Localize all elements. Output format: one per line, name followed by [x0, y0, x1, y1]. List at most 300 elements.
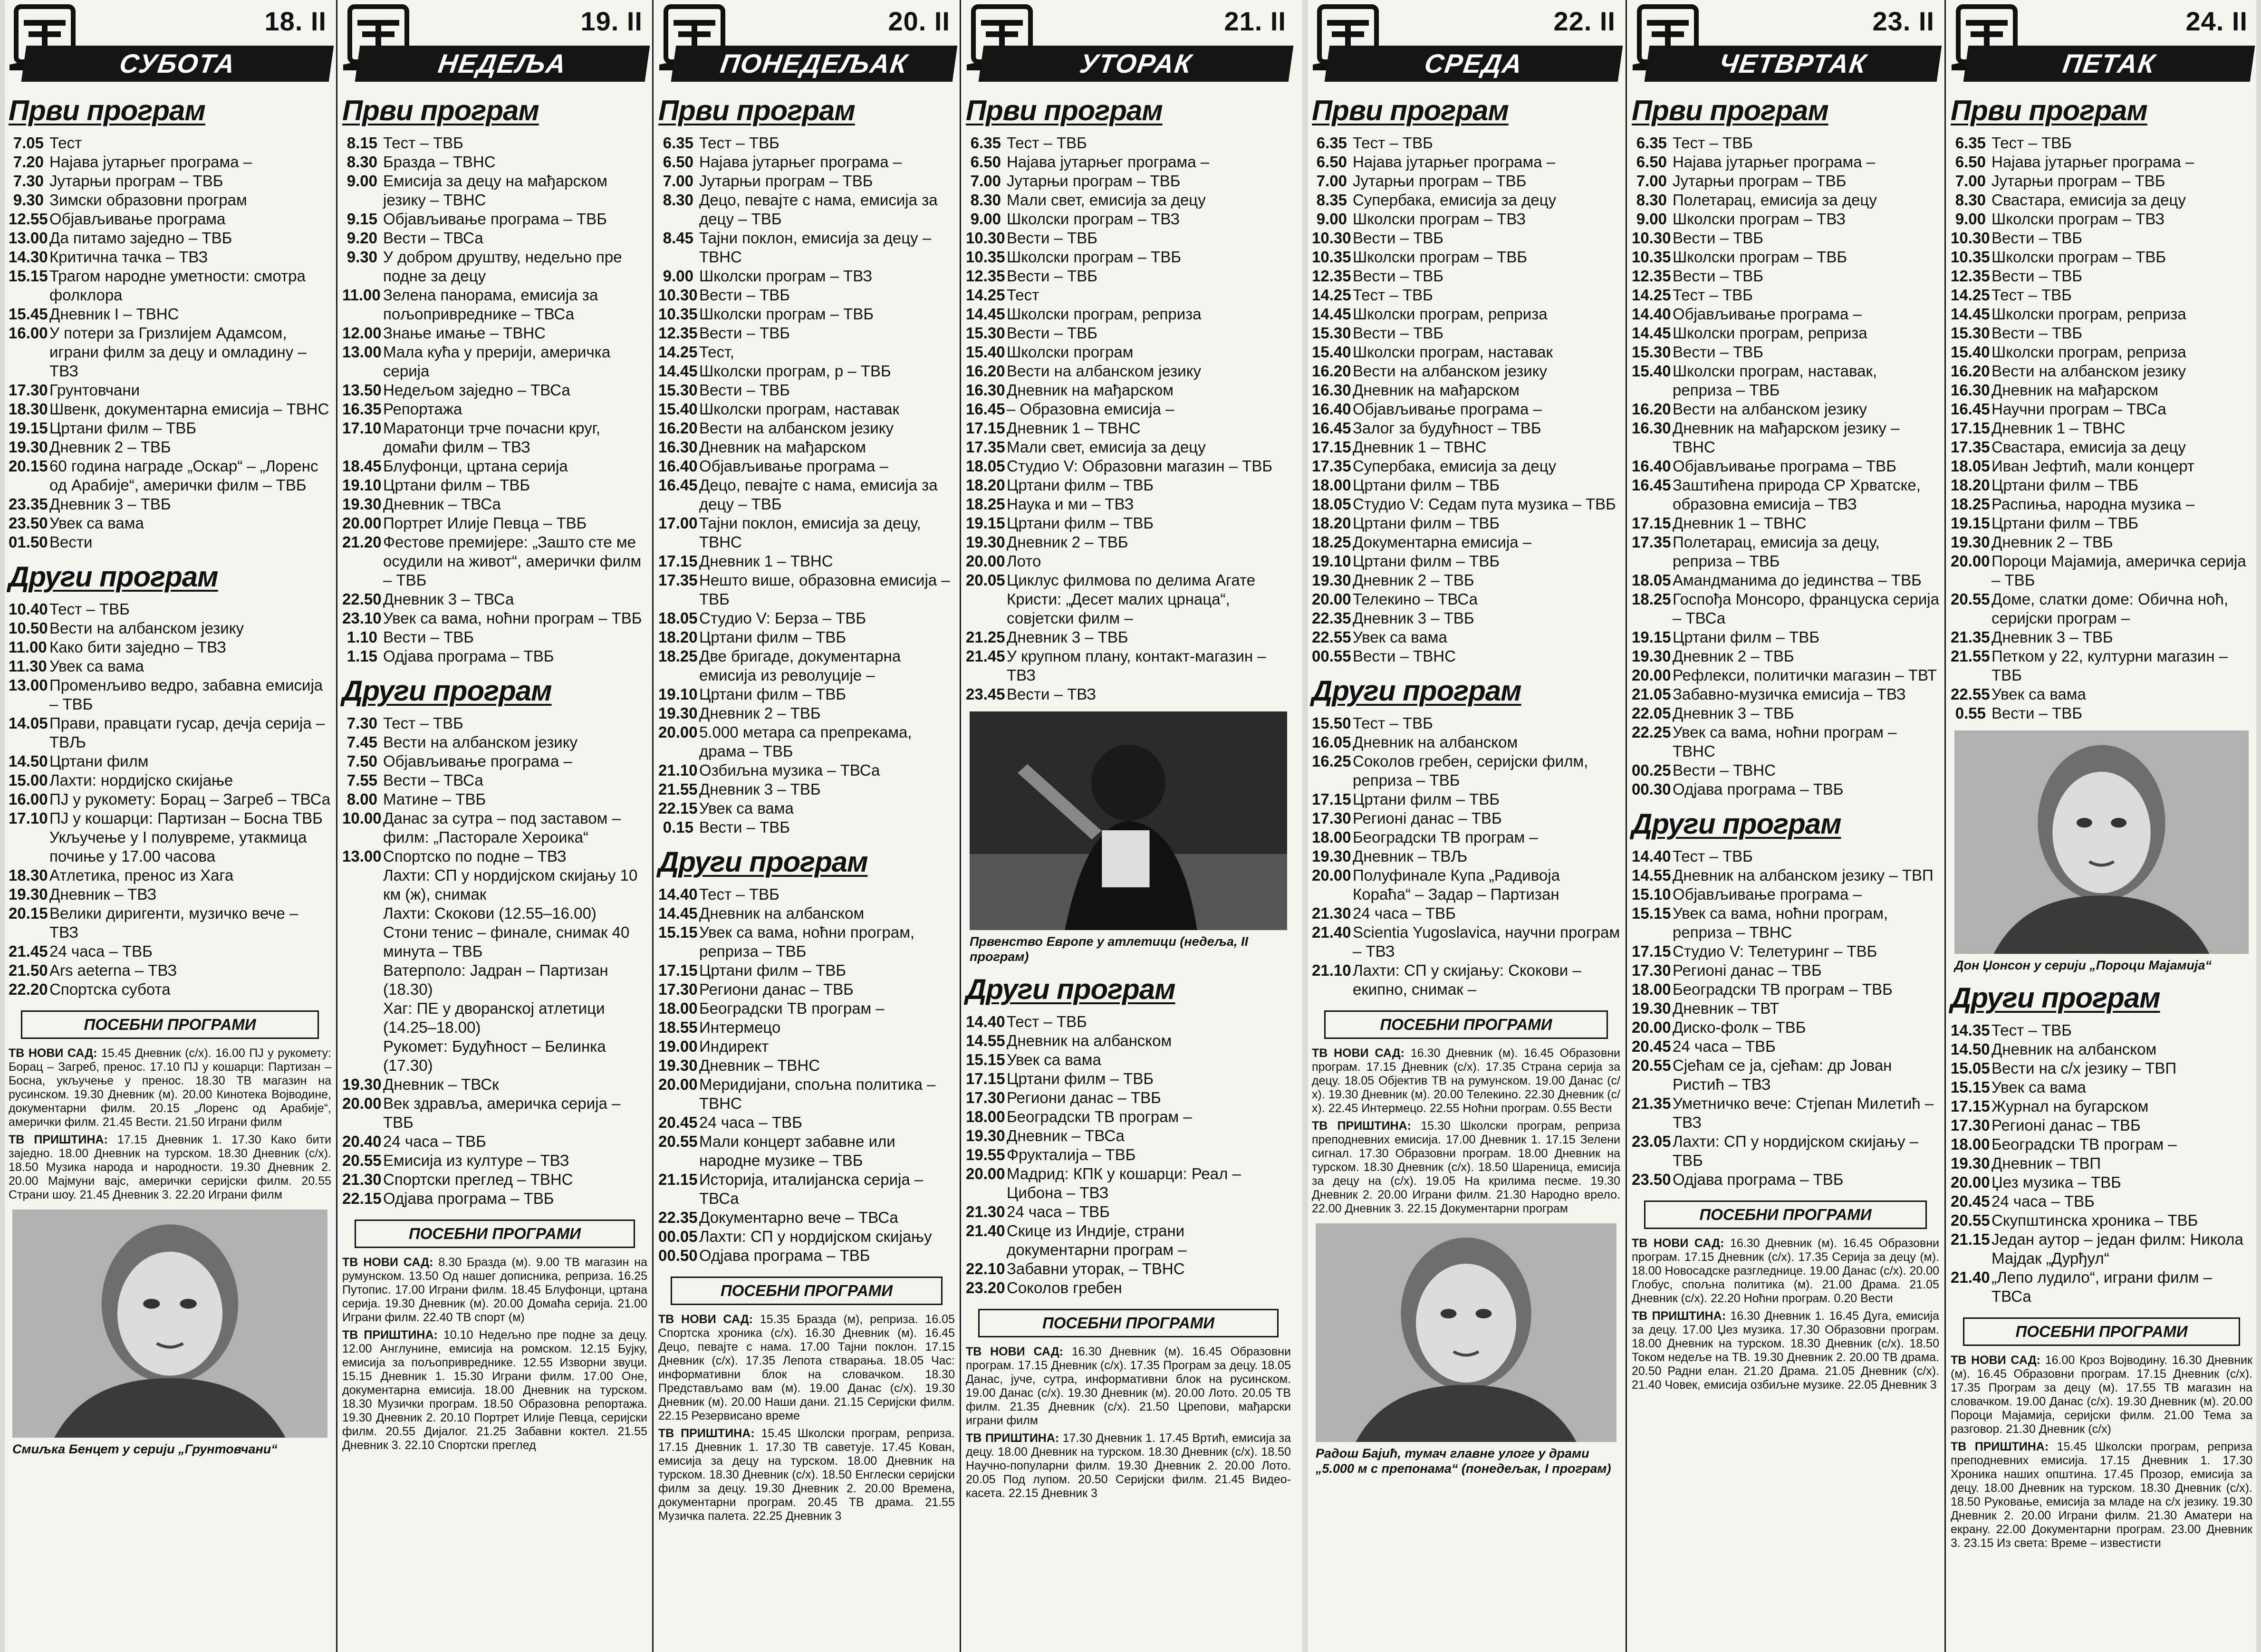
program-title: Спортско по подне – ТВЗ [383, 847, 567, 865]
program-title: Школски програм – ТВБ [699, 305, 874, 323]
program-title: Цртани филм – ТВБ [1353, 790, 1500, 808]
program-time: 19.10 [658, 685, 698, 703]
program-item [966, 476, 1291, 495]
program-title: Објављивање програма – [699, 457, 888, 475]
program-title: Цртани филм – ТВБ [699, 628, 847, 646]
program-title: Дневник на албанском [1353, 733, 1518, 751]
program-time: 6.50 [1636, 153, 1667, 171]
program-title: Дневник – ТВСа [1007, 1127, 1125, 1144]
program-item [1632, 999, 1939, 1018]
program-time: 16.20 [966, 362, 1005, 380]
program-time: 16.30 [1951, 381, 1990, 399]
program-time: 17.15 [966, 419, 1005, 437]
program-time: 00.05 [658, 1228, 698, 1245]
program-item [658, 552, 955, 571]
program-time: 9.20 [346, 229, 377, 247]
program-item [658, 609, 955, 628]
special-program-text [658, 1427, 955, 1523]
program-item [1632, 723, 1939, 761]
program-title: Дневник – ТВЗ [49, 885, 157, 903]
program-title: Региони данас – ТВБ [1007, 1089, 1161, 1106]
program-title: Век здравља, америчка серија – ТВБ [383, 1095, 621, 1131]
program-item [658, 286, 955, 305]
program-item [1312, 828, 1620, 847]
program-time: 19.10 [1312, 552, 1351, 570]
program-item [1951, 1021, 2252, 1040]
program-item [658, 628, 955, 647]
program-item [1951, 476, 2252, 495]
program-time: 16.30 [1632, 419, 1671, 437]
program-time: 8.30 [346, 153, 377, 171]
program-time: 19.30 [342, 1076, 382, 1093]
program-item [658, 999, 955, 1018]
program-list [1632, 847, 1939, 1189]
program-time: 21.45 [966, 647, 1005, 665]
program-time: 15.30 [1312, 324, 1351, 342]
program-time: 16.20 [1632, 400, 1671, 418]
program-time: 18.45 [342, 457, 382, 475]
program-item [658, 1037, 955, 1056]
program-title: Две бригаде, документарна емисија из револуције – [699, 647, 901, 684]
day-column [962, 0, 1295, 1652]
program-item [1632, 191, 1939, 210]
program-title: Вести – ТВБ [699, 381, 790, 399]
program-item [966, 419, 1291, 438]
program-title: Школски програм, репризa [1353, 305, 1548, 323]
program-item [1951, 704, 2252, 723]
program-item [342, 923, 647, 961]
program-title: Дневник 2 – ТВБ [1353, 571, 1474, 589]
program-time: 20.55 [1951, 1211, 1990, 1229]
program-time: 10.35 [1312, 248, 1351, 266]
program-list [1312, 714, 1620, 999]
program-item [1951, 1040, 2252, 1059]
program-item [966, 1221, 1291, 1259]
program-item [1632, 305, 1939, 324]
program-time: 17.15 [1951, 419, 1990, 437]
special-program-text [658, 1313, 955, 1423]
program-title: Рукомет: Будућност – Белинка (17.30) [383, 1037, 606, 1074]
program-item [1312, 752, 1620, 790]
column-body [1632, 86, 1939, 1396]
program-title: Вести на албанском језику [1673, 400, 1867, 418]
program-item [9, 419, 331, 438]
program-item [658, 305, 955, 324]
program-title: Велики диригенти, музичко вече – ТВЗ [49, 904, 298, 941]
program-time: 10.30 [1632, 229, 1671, 247]
program-item [342, 752, 647, 771]
program-item [342, 647, 647, 666]
program-item [342, 286, 647, 324]
program-title: Диско-фолк – ТВБ [1673, 1018, 1806, 1036]
portrait-photo-icon [12, 1210, 327, 1438]
program-time: 19.15 [1951, 514, 1990, 532]
program-title: Лахти: СП у нордијском скијању [699, 1228, 932, 1245]
program-title: Цртани филм – ТВБ [699, 685, 847, 703]
program-item [658, 362, 955, 381]
program-time: 15.50 [1312, 714, 1351, 732]
program-title: Школски програм – ТВЗ [1992, 210, 2165, 228]
program-item [1312, 210, 1620, 229]
program-item [1951, 533, 2252, 552]
program-time: 21.40 [1951, 1268, 1990, 1286]
program-time: 17.15 [1632, 514, 1671, 532]
program-item [1312, 191, 1620, 210]
program-list [966, 1012, 1291, 1297]
section-title: Први програм [1951, 95, 2147, 126]
program-item [342, 476, 647, 495]
program-title: Студио V: Седам пута музика – ТВБ [1353, 495, 1616, 513]
program-item [1951, 647, 2252, 685]
program-title: Објављивање програма – [1673, 885, 1862, 903]
column-divider [960, 0, 961, 1652]
column-body [342, 86, 647, 1456]
program-title: Вести – ТВСа [383, 771, 483, 789]
program-title: Дневник – ТВСа [383, 495, 501, 513]
program-list [966, 134, 1291, 704]
program-title: Увек са вама [1007, 1051, 1101, 1068]
program-item [342, 866, 647, 904]
program-item [658, 1132, 955, 1170]
program-title: Ars aeterna – ТВЗ [49, 961, 177, 979]
program-title: Увек са вама, ноћни програм – ТВНС [1673, 723, 1897, 760]
program-time: 15.15 [1951, 1078, 1990, 1096]
program-time: 18.05 [966, 457, 1005, 475]
program-time: 20.55 [658, 1133, 698, 1150]
program-title: Фрукталија – ТВБ [1007, 1146, 1136, 1163]
program-title: Тест – ТВБ [699, 134, 779, 152]
program-item [966, 647, 1291, 685]
program-title: Цртани филм – ТВБ [1007, 514, 1154, 532]
program-time: 01.50 [9, 533, 48, 551]
program-time: 17.30 [1312, 809, 1351, 827]
program-time: 00.30 [1632, 780, 1671, 798]
program-time: 17.30 [9, 381, 48, 399]
program-title: Вести – ТВБ [1007, 229, 1097, 247]
special-programs-header: ПОСЕБНИ ПРОГРАМИ [1963, 1317, 2240, 1346]
program-title: Свастара, емисија за децу [1992, 191, 2186, 209]
program-title: Најава јутарњег програма – [1007, 153, 1210, 171]
program-title: Индирект [699, 1037, 769, 1055]
program-item [966, 1031, 1291, 1050]
program-time: 17.10 [342, 419, 382, 437]
program-title: Најава јутарњег програма – [1353, 153, 1556, 171]
program-item [1312, 324, 1620, 343]
day-column [5, 0, 335, 1652]
program-time: 17.15 [658, 552, 698, 570]
program-time: 19.00 [658, 1037, 698, 1055]
program-item [966, 1202, 1291, 1221]
program-item [342, 1189, 647, 1208]
program-item [1632, 172, 1939, 191]
program-item [9, 438, 331, 457]
column-divider [1626, 0, 1627, 1652]
program-list [1951, 134, 2252, 723]
program-time: 21.10 [1312, 961, 1351, 979]
special-programs-header: ПОСЕБНИ ПРОГРАМИ [1324, 1010, 1608, 1039]
program-time: 23.05 [1632, 1133, 1671, 1150]
photo-image [12, 1210, 327, 1438]
program-title: Дневник на албанском [1992, 1040, 2157, 1058]
program-title: Лахти: СП у нордијском скијању – ТВБ [1673, 1133, 1919, 1169]
program-title: Тест – ТВБ [1673, 847, 1753, 865]
program-item [1951, 286, 2252, 305]
program-item [342, 1075, 647, 1094]
special-program-text [1951, 1354, 2252, 1436]
program-time: 16.45 [658, 476, 698, 494]
program-time: 17.30 [1951, 1116, 1990, 1134]
program-time: 7.45 [346, 733, 377, 751]
program-title: Тест, [699, 343, 734, 361]
program-time: 15.15 [966, 1051, 1005, 1068]
program-title: Јутарњи програм – ТВБ [1992, 172, 2165, 190]
program-item [1632, 248, 1939, 267]
program-title: Дневник 2 – ТВБ [49, 438, 171, 456]
program-title: 24 часа – ТВБ [1992, 1192, 2095, 1210]
program-item [1632, 267, 1939, 286]
program-time: 13.00 [342, 847, 382, 865]
program-title: Цртани филм – ТВБ [1007, 1070, 1154, 1087]
program-time: 00.55 [1312, 647, 1351, 665]
program-time: 20.45 [1951, 1192, 1990, 1210]
program-title: Децо, певајте с нама, емисија за децу – ТВБ [699, 191, 938, 228]
photo-caption: Првенство Европе у атлетици (недеља, II програм) [970, 934, 1248, 964]
program-item [658, 153, 955, 172]
program-time: 00.25 [1632, 761, 1671, 779]
day-column [1308, 0, 1624, 1652]
program-time: 21.25 [966, 628, 1005, 646]
program-item [1951, 305, 2252, 324]
photo-caption: Дон Џонсон у серији „Пороци Мајамија“ [1954, 958, 2212, 972]
program-time: 9.30 [346, 248, 377, 266]
program-time: 14.25 [966, 286, 1005, 304]
program-time: 6.35 [663, 134, 693, 152]
program-time: 15.15 [658, 923, 698, 941]
program-item [1312, 381, 1620, 400]
program-title: Увек са вама, ноћни програм, репризa – ТВНС [1673, 904, 1888, 941]
program-time: 16.45 [966, 400, 1005, 418]
program-item [658, 818, 955, 837]
special-station-label: ТВ НОВИ САД: [1951, 1354, 2040, 1367]
program-time: 9.00 [1636, 210, 1667, 228]
program-title: Матине – ТВБ [383, 790, 486, 808]
program-time: 9.00 [663, 267, 693, 285]
program-item [1632, 1094, 1939, 1132]
program-title: Дневник 1 – ТВНС [1673, 514, 1807, 532]
section-title: Други програм [1632, 808, 1841, 840]
program-title: Школски програм – ТВЗ [1673, 210, 1846, 228]
program-time: 10.35 [1632, 248, 1671, 266]
program-time: 12.35 [658, 324, 698, 342]
program-item [966, 552, 1291, 571]
program-title: Цртани филм – ТВБ [1673, 628, 1820, 646]
program-time: 20.00 [966, 1165, 1005, 1182]
program-item [1312, 590, 1620, 609]
program-item [1312, 248, 1620, 267]
program-time: 17.30 [1632, 961, 1671, 979]
program-time: 15.40 [966, 343, 1005, 361]
program-title: Вести – ТВНС [1673, 761, 1776, 779]
program-item [1951, 457, 2252, 476]
program-title: Одјава програма – ТВБ [1673, 780, 1844, 798]
program-item [966, 457, 1291, 476]
program-item [1632, 961, 1939, 980]
program-item [658, 1075, 955, 1113]
program-time: 16.40 [1632, 457, 1671, 475]
section-title: Други програм [1312, 675, 1521, 707]
column-body [658, 86, 955, 1527]
program-title: 24 часа – ТВБ [699, 1114, 802, 1131]
program-title: Вести – ТВБ [1992, 267, 2082, 285]
program-item [9, 809, 331, 828]
program-time: 17.35 [1951, 438, 1990, 456]
program-title: Дневник 2 – ТВБ [699, 704, 821, 722]
program-title: Дневник – ТВП [1992, 1154, 2101, 1172]
program-title: Вести – ТВБ [699, 324, 790, 342]
program-time: 20.00 [1312, 866, 1351, 884]
program-title: Свастара, емисија за децу [1992, 438, 2186, 456]
program-time: 6.35 [1636, 134, 1667, 152]
program-item [9, 172, 331, 191]
program-time: 21.50 [9, 961, 48, 979]
special-programs-header: ПОСЕБНИ ПРОГРАМИ [1644, 1201, 1927, 1229]
program-item [1312, 647, 1620, 666]
program-item [342, 1151, 647, 1170]
program-time: 21.15 [658, 1171, 698, 1188]
program-item [1312, 438, 1620, 457]
special-station-label: ТВ ПРИШТИНА: [658, 1427, 755, 1440]
program-item [9, 961, 331, 980]
program-time: 16.30 [658, 438, 698, 456]
program-item [9, 210, 331, 229]
special-station-label: ТВ ПРИШТИНА: [9, 1133, 108, 1146]
section-title: Први програм [1312, 95, 1509, 126]
program-time: 18.25 [1312, 533, 1351, 551]
program-item [1632, 704, 1939, 723]
program-time: 14.35 [1951, 1021, 1990, 1039]
program-item [658, 685, 955, 704]
program-title: Дневник 1 – ТВНС [1353, 438, 1487, 456]
program-item [966, 248, 1291, 267]
section-title: Први програм [342, 95, 539, 126]
program-time: 21.35 [1951, 628, 1990, 646]
program-title: Тајни поклон, емисија за децу – ТВНС [699, 229, 932, 266]
program-title: Увек са вама [699, 799, 794, 817]
program-title: Соколов гребен, серијски филм, репризa – ТВБ [1353, 752, 1588, 789]
program-time: 23.35 [9, 495, 48, 513]
program-title: Увек са вама [1992, 685, 2086, 703]
program-time: 18.00 [1312, 476, 1351, 494]
program-title: Цртани филм – ТВБ [1353, 476, 1500, 494]
program-item [1312, 495, 1620, 514]
program-time: 18.30 [9, 866, 48, 884]
program-item [1951, 267, 2252, 286]
special-station-schedule: 15.45 Дневник (с/х). 16.00 ПЈ у рукомету: Борац – Загреб, пренос. 17.10 ПЈ у кошарци: Партизан – Босна, укључење у пренос. 18.30 ТВ магазин на русинском. 19.30 Дневник (м). 20.00 Кинотека Војводине, документарни филм. 20.15 „Лоренс од Арабије“, амерички филм. 21.45 Вести. 21.50 Играни филм [9, 1047, 331, 1129]
program-title: Фестове премијере: „Зашто сте ме осудили на живот“, амерички филм – ТВБ [383, 533, 642, 589]
section-title: Други програм [658, 846, 868, 878]
program-title: Цртани филм – ТВБ [383, 476, 530, 494]
program-title: У потери за Гризлијем Адамсом, играни филм за децу и омладину – ТВЗ [49, 324, 307, 380]
program-title: Уметничко вече: Стјепан Милетић – ТВЗ [1673, 1095, 1934, 1131]
program-item [1951, 400, 2252, 419]
program-item [966, 1145, 1291, 1164]
program-item [342, 1132, 647, 1151]
program-time: 20.00 [342, 1095, 382, 1112]
program-title: Мали свет, емисија за децу [1007, 191, 1206, 209]
program-time: 17.35 [658, 571, 698, 589]
program-title: Емисија за децу на мађарском језику – ТВНС [383, 172, 607, 209]
program-item [966, 495, 1291, 514]
program-time: 14.40 [658, 885, 698, 903]
program-title: Регионi данас – ТВБ [1353, 809, 1502, 827]
program-time: 20.15 [9, 457, 48, 475]
program-time: 0.55 [1955, 704, 1986, 722]
program-item [9, 866, 331, 885]
column-day: ПОНЕДЕЉАК [671, 46, 958, 82]
column-divider [1944, 0, 1946, 1652]
special-program-text [1312, 1119, 1620, 1216]
program-item [342, 153, 647, 172]
program-time: 6.50 [663, 153, 693, 171]
program-title: Дневник 3 – ТВСа [383, 590, 514, 608]
program-time: 18.20 [1951, 476, 1990, 494]
program-time: 10.40 [9, 600, 48, 618]
program-time: 00.50 [658, 1247, 698, 1264]
program-time: 21.35 [1632, 1095, 1671, 1112]
program-time: 21.55 [658, 780, 698, 798]
program-title: Стони тенис – финале, снимак 40 минута – ТВБ [383, 923, 630, 960]
program-time: 18.25 [658, 647, 698, 665]
program-title: Увек са вама, ноћни програм, репризa – ТВБ [699, 923, 915, 960]
program-item [966, 628, 1291, 647]
program-title: Полетарац, емисија за децу, репризa – ТВБ [1673, 533, 1880, 570]
program-time: 14.45 [1951, 305, 1990, 323]
program-item [658, 172, 955, 191]
program-title: Вести – ТВБ [699, 818, 790, 836]
program-time: 12.35 [966, 267, 1005, 285]
program-item [342, 961, 647, 999]
program-item [9, 790, 331, 809]
program-time: 22.25 [1632, 723, 1671, 741]
program-title: Јутарњи програм – ТВБ [49, 172, 223, 190]
program-item [1632, 904, 1939, 942]
program-time: 19.15 [966, 514, 1005, 532]
program-list [9, 600, 331, 999]
program-time: 21.30 [966, 1203, 1005, 1220]
program-time: 20.15 [9, 904, 48, 922]
program-title: Вести на албанском језику [699, 419, 894, 437]
program-time: 22.50 [342, 590, 382, 608]
program-time: 14.25 [1312, 286, 1351, 304]
program-time: 16.45 [1632, 476, 1671, 494]
program-time: 7.00 [663, 172, 693, 190]
program-item [1312, 866, 1620, 904]
program-time: 7.30 [13, 172, 44, 190]
program-item [1951, 191, 2252, 210]
program-time: 18.20 [658, 628, 698, 646]
program-time: 18.00 [658, 999, 698, 1017]
program-item [342, 790, 647, 809]
program-item [966, 229, 1291, 248]
program-item [1951, 1135, 2252, 1154]
program-item [1632, 942, 1939, 961]
special-station-label: ТВ НОВИ САД: [9, 1047, 97, 1060]
program-item [342, 714, 647, 733]
program-title: Залог за будућност – ТВБ [1353, 419, 1541, 437]
program-item [9, 752, 331, 771]
program-item [1312, 476, 1620, 495]
program-item [342, 134, 647, 153]
